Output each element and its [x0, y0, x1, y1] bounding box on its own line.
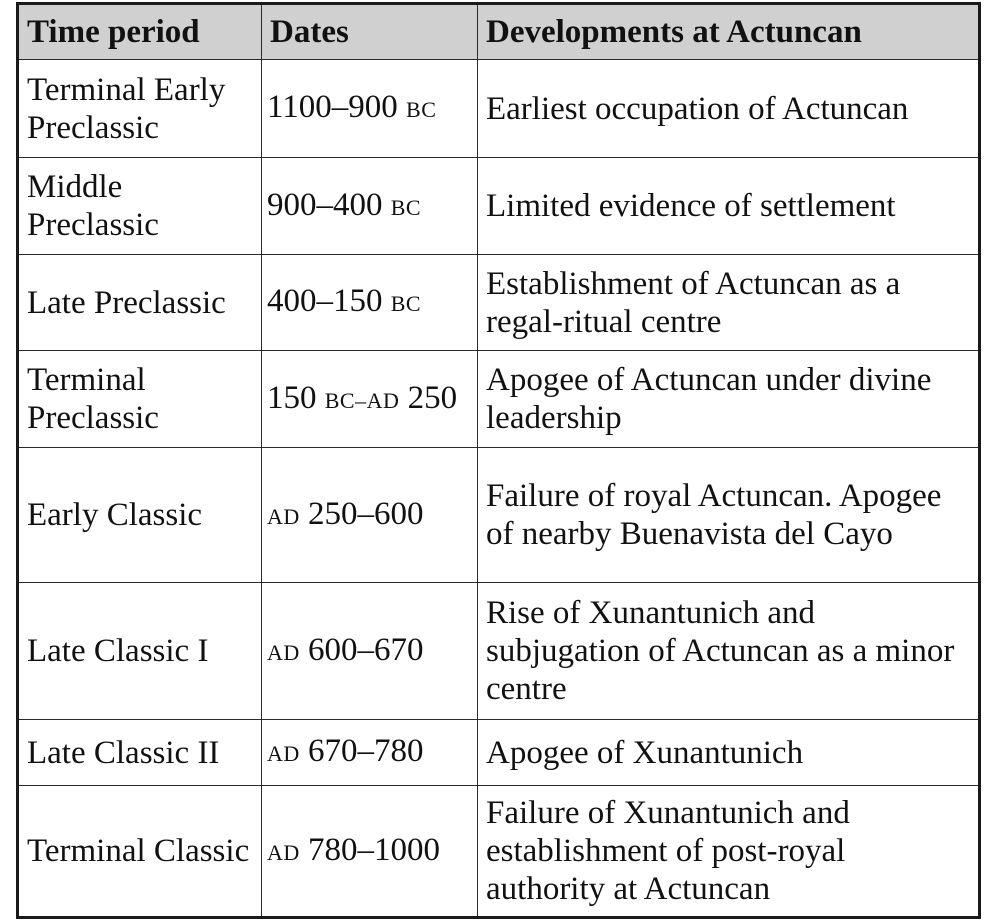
- era-prefix: AD: [267, 839, 300, 865]
- date-range: 780–1000: [308, 831, 441, 868]
- date-range: 670–780: [308, 733, 424, 769]
- time-period-cell: Terminal Preclassic: [18, 351, 262, 448]
- time-period-cell: Early Classic: [18, 448, 262, 583]
- time-period-cell: Middle Preclassic: [18, 158, 262, 255]
- developments-cell: Apogee of Xunantunich: [478, 720, 980, 786]
- dates-cell: [262, 158, 478, 255]
- dates-cell: [262, 786, 478, 918]
- developments-cell: Rise of Xunantunich and subjugation of Actuncan as a minor centre: [478, 583, 980, 720]
- date-range: 1100–900: [267, 89, 398, 125]
- date-range: 900–400: [267, 186, 383, 223]
- era-suffix: BC: [390, 194, 422, 220]
- timeline-table-container: [16, 2, 978, 919]
- dates-cell: [262, 720, 478, 786]
- date-end: 250: [407, 379, 458, 416]
- table-row: [18, 351, 980, 448]
- table-body: [18, 60, 980, 918]
- era-suffix: BC: [406, 97, 437, 122]
- developments-cell: Earliest occupation of Actuncan: [478, 60, 980, 158]
- dates-cell: [262, 583, 478, 720]
- dates-cell: [262, 351, 478, 448]
- table-row: [18, 60, 980, 158]
- header-time-period: Time period: [18, 4, 262, 60]
- era-prefix: AD: [267, 741, 300, 766]
- era-suffix: BC: [390, 291, 422, 316]
- table-row: [18, 583, 980, 720]
- era-prefix: AD: [267, 503, 300, 529]
- table-row: [18, 158, 980, 255]
- table-row: [18, 720, 980, 786]
- chronology-table: [16, 2, 981, 919]
- header-row: [18, 4, 980, 60]
- date-range: 250–600: [308, 495, 424, 532]
- time-period-cell: Terminal Early Preclassic: [18, 60, 262, 158]
- time-period-cell: Late Preclassic: [18, 255, 262, 351]
- era-transition: BC–AD: [324, 387, 400, 413]
- header-dates: Dates: [262, 4, 478, 60]
- developments-cell: Apogee of Actuncan under divine leadership: [478, 351, 980, 448]
- table-header: [18, 4, 980, 60]
- developments-cell: Limited evidence of settlement: [478, 158, 980, 255]
- developments-cell: Failure of royal Actuncan. Apogee of nearby Buenavista del Cayo: [478, 448, 980, 583]
- table-row: [18, 786, 980, 918]
- header-developments: Developments at Actuncan: [478, 4, 980, 60]
- time-period-cell: Late Classic I: [18, 583, 262, 720]
- dates-cell: [262, 448, 478, 583]
- developments-cell: Establishment of Actuncan as a regal-ritual centre: [478, 255, 980, 351]
- date-range: 600–670: [308, 631, 424, 668]
- time-period-cell: Late Classic II: [18, 720, 262, 786]
- dates-cell: [262, 60, 478, 158]
- era-prefix: AD: [267, 639, 300, 665]
- date-range: 400–150: [267, 283, 383, 319]
- developments-cell: Failure of Xunantunich and establishment of post-royal authority at Actuncan: [478, 786, 980, 918]
- table-row: [18, 255, 980, 351]
- dates-cell: [262, 255, 478, 351]
- date-start: 150: [267, 379, 317, 416]
- table-row: [18, 448, 980, 583]
- time-period-cell: Terminal Classic: [18, 786, 262, 918]
